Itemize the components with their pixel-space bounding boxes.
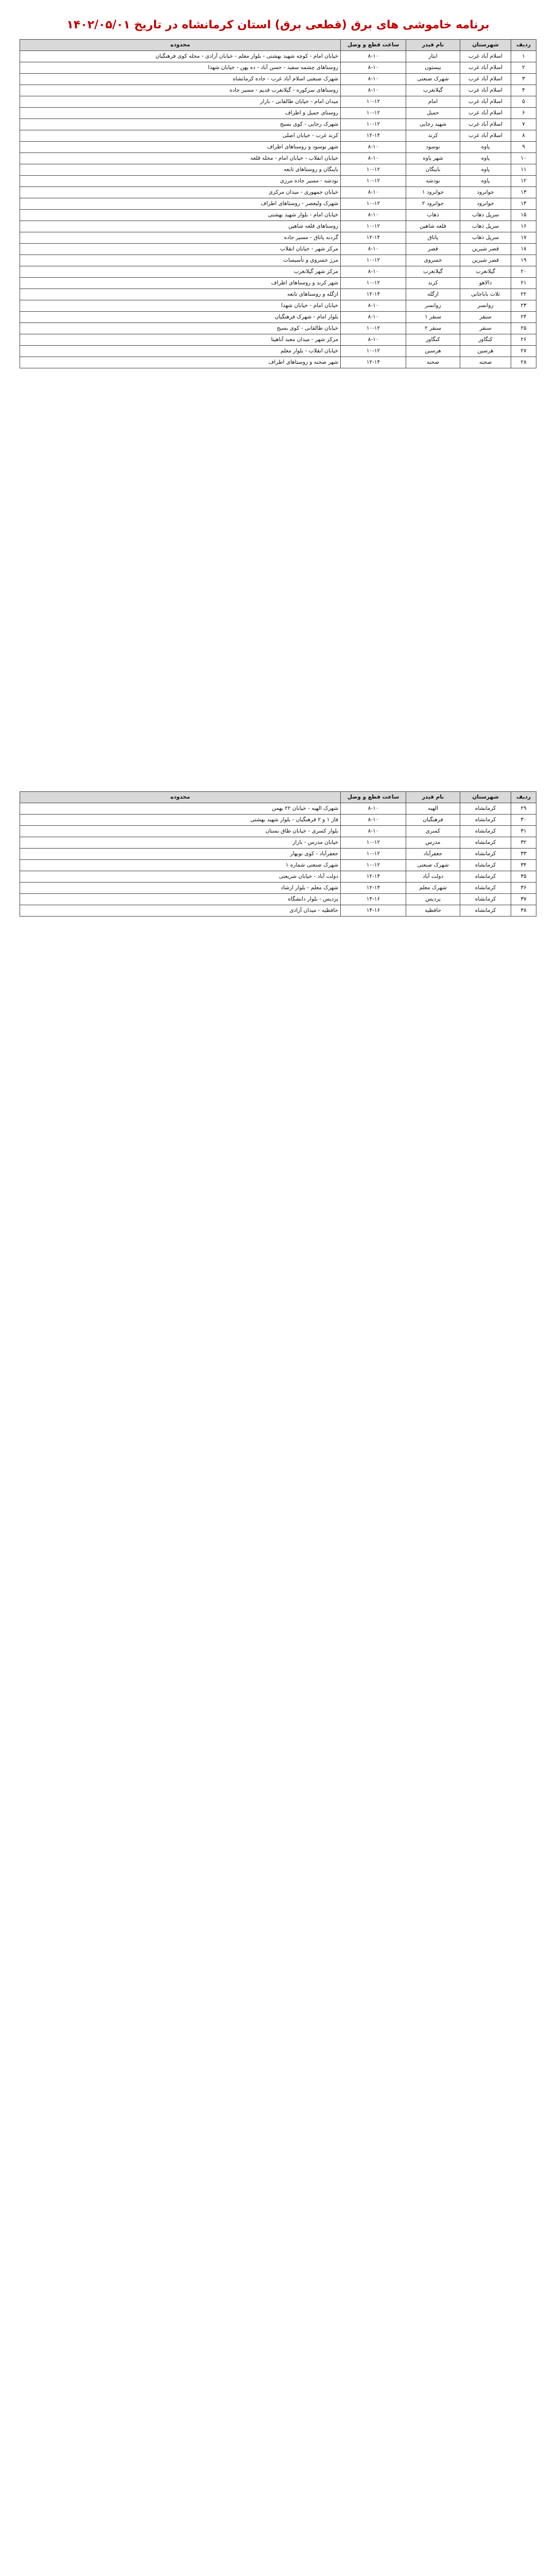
cell-city: کرمانشاه — [460, 826, 511, 837]
table-row — [20, 153, 536, 164]
cell-time-window: ۸-۱۰ — [341, 803, 406, 815]
cell-feeder: فرهنگیان — [406, 815, 460, 826]
cell-feeder: نوسود — [406, 142, 460, 153]
cell-time-window: ۱۰-۱۲ — [341, 323, 406, 334]
header-area: محدوده — [20, 792, 341, 803]
cell-feeder: ذهاب — [406, 210, 460, 221]
table-row — [20, 883, 536, 894]
cell-city: پاوه — [460, 142, 511, 153]
cell-row-number: ۱۴ — [511, 198, 536, 210]
table-row — [20, 300, 536, 312]
cell-row-number: ۳۴ — [511, 860, 536, 871]
cell-area: کرند غرب - خیابان اصلی — [20, 130, 341, 142]
cell-area: خیابان انقلاب - بلوار معلم — [20, 346, 341, 357]
cell-area: شهر نوسود و روستاهای اطراف — [20, 142, 341, 153]
cell-area: شهرک ولیعصر - روستاهای اطراف — [20, 198, 341, 210]
cell-row-number: ۲۴ — [511, 312, 536, 323]
table-row — [20, 187, 536, 198]
cell-city: کرمانشاه — [460, 894, 511, 905]
cell-time-window: ۸-۱۰ — [341, 312, 406, 323]
cell-time-window: ۸-۱۰ — [341, 826, 406, 837]
cell-feeder: شهر پاوه — [406, 153, 460, 164]
table-row — [20, 232, 536, 244]
cell-feeder: جوانرود ۲ — [406, 198, 460, 210]
table-row — [20, 860, 536, 871]
table-row — [20, 849, 536, 860]
cell-area: میدان امام - خیابان طالقانی - بازار — [20, 96, 341, 108]
schedule-table — [20, 791, 536, 917]
table-row — [20, 871, 536, 883]
cell-row-number: ۱۷ — [511, 232, 536, 244]
cell-feeder: کسری — [406, 826, 460, 837]
cell-time-window: ۸-۱۰ — [341, 300, 406, 312]
cell-feeder: شهرک صنعتی — [406, 74, 460, 85]
cell-row-number: ۱۳ — [511, 187, 536, 198]
cell-time-window: ۸-۱۰ — [341, 266, 406, 278]
cell-feeder: خسروی — [406, 255, 460, 266]
table-row — [20, 108, 536, 119]
cell-area: مرز خسروی و تأسیسات — [20, 255, 341, 266]
cell-time-window: ۱۲-۱۴ — [341, 357, 406, 368]
cell-feeder: ازگله — [406, 289, 460, 300]
table-row — [20, 357, 536, 368]
cell-area: مرکز شهر گیلانغرب — [20, 266, 341, 278]
cell-row-number: ۱۲ — [511, 176, 536, 187]
schedule-page-1 — [20, 39, 536, 368]
cell-feeder: باینگان — [406, 164, 460, 176]
cell-city: جوانرود — [460, 187, 511, 198]
cell-feeder: بیستون — [406, 62, 460, 74]
cell-area: خیابان مدرس - بازار — [20, 837, 341, 849]
table-row — [20, 119, 536, 130]
table-row — [20, 198, 536, 210]
table-row — [20, 130, 536, 142]
table-row — [20, 255, 536, 266]
cell-city: اسلام آباد غرب — [460, 130, 511, 142]
cell-city: گیلانغرب — [460, 266, 511, 278]
cell-time-window: ۱۰-۱۲ — [341, 346, 406, 357]
cell-time-window: ۸-۱۰ — [341, 74, 406, 85]
cell-row-number: ۱۶ — [511, 221, 536, 232]
cell-feeder: شهرک معلم — [406, 883, 460, 894]
cell-row-number: ۲۶ — [511, 334, 536, 346]
cell-row-number: ۲۰ — [511, 266, 536, 278]
cell-time-window: ۱۲-۱۴ — [341, 232, 406, 244]
header-row-number: ردیف — [511, 40, 536, 51]
cell-area: شهرک صنعتی شماره ۱ — [20, 860, 341, 871]
cell-row-number: ۷ — [511, 119, 536, 130]
cell-row-number: ۱۹ — [511, 255, 536, 266]
cell-time-window: ۸-۱۰ — [341, 210, 406, 221]
cell-area: روستای حمیل و اطراف — [20, 108, 341, 119]
cell-feeder: صحنه — [406, 357, 460, 368]
cell-area: باینگان و روستاهای تابعه — [20, 164, 341, 176]
cell-feeder: قصر — [406, 244, 460, 255]
cell-row-number: ۴ — [511, 85, 536, 96]
table-row — [20, 85, 536, 96]
cell-area: خیابان امام - بلوار شهید بهشتی — [20, 210, 341, 221]
cell-city: سرپل ذهاب — [460, 210, 511, 221]
cell-row-number: ۳۰ — [511, 815, 536, 826]
cell-city: کرمانشاه — [460, 905, 511, 917]
cell-time-window: ۸-۱۰ — [341, 153, 406, 164]
cell-city: روانسر — [460, 300, 511, 312]
cell-time-window: ۸-۱۰ — [341, 187, 406, 198]
cell-row-number: ۲۸ — [511, 357, 536, 368]
header-time: ساعت قطع و وصل — [341, 792, 406, 803]
cell-feeder: پاتاق — [406, 232, 460, 244]
cell-city: پاوه — [460, 176, 511, 187]
cell-row-number: ۲۱ — [511, 278, 536, 289]
cell-area: شهر صحنه و روستاهای اطراف — [20, 357, 341, 368]
cell-city: هرسین — [460, 346, 511, 357]
cell-area: دولت آباد - خیابان شریعتی — [20, 871, 341, 883]
cell-feeder: پردیس — [406, 894, 460, 905]
cell-city: اسلام آباد غرب — [460, 62, 511, 74]
cell-row-number: ۳۶ — [511, 883, 536, 894]
cell-time-window: ۱۰-۱۲ — [341, 198, 406, 210]
cell-row-number: ۳۵ — [511, 871, 536, 883]
cell-feeder: جعفرآباد — [406, 849, 460, 860]
cell-row-number: ۱۰ — [511, 153, 536, 164]
cell-feeder: شهید رجایی — [406, 119, 460, 130]
cell-area: جعفرآباد - کوی نوبهار — [20, 849, 341, 860]
cell-time-window: ۱۰-۱۲ — [341, 108, 406, 119]
cell-time-window: ۱۰-۱۲ — [341, 837, 406, 849]
cell-feeder: الهیه — [406, 803, 460, 815]
cell-time-window: ۱۲-۱۴ — [341, 871, 406, 883]
cell-city: پاوه — [460, 164, 511, 176]
cell-row-number: ۳۱ — [511, 826, 536, 837]
cell-row-number: ۸ — [511, 130, 536, 142]
cell-time-window: ۸-۱۰ — [341, 62, 406, 74]
cell-time-window: ۸-۱۰ — [341, 244, 406, 255]
header-city: شهرستان — [460, 792, 511, 803]
document-title: برنامه خاموشی های برق (قطعی برق) استان کرمانشاه در تاریخ ۱۴۰۲/۰۵/۰۱ — [66, 19, 490, 31]
cell-city: ثلاث باباجانی — [460, 289, 511, 300]
cell-city: کرمانشاه — [460, 871, 511, 883]
cell-city: دالاهو — [460, 278, 511, 289]
table-row — [20, 51, 536, 62]
cell-row-number: ۶ — [511, 108, 536, 119]
cell-area: روستاهای قلعه شاهین — [20, 221, 341, 232]
cell-area: شهرک الهیه - خیابان ۲۲ بهمن — [20, 803, 341, 815]
cell-time-window: ۱۰-۱۲ — [341, 176, 406, 187]
cell-city: سرپل ذهاب — [460, 232, 511, 244]
table-row — [20, 74, 536, 85]
table-row — [20, 894, 536, 905]
cell-row-number: ۱ — [511, 51, 536, 62]
cell-row-number: ۲۵ — [511, 323, 536, 334]
cell-row-number: ۹ — [511, 142, 536, 153]
cell-row-number: ۱۸ — [511, 244, 536, 255]
header-area: محدوده — [20, 40, 341, 51]
cell-area: روستاهای چشمه سفید - حسن آباد - ده پهن - خیابان شهدا — [20, 62, 341, 74]
table-row — [20, 312, 536, 323]
cell-feeder: کرند — [406, 278, 460, 289]
cell-row-number: ۲۲ — [511, 289, 536, 300]
cell-city: کنگاور — [460, 334, 511, 346]
table-header-row — [20, 792, 536, 803]
cell-feeder: جوانرود ۱ — [406, 187, 460, 198]
cell-area: شهرک صنعتی اسلام آباد غرب - جاده کرمانشاه — [20, 74, 341, 85]
cell-row-number: ۲ — [511, 62, 536, 74]
cell-area: شهرک رجایی - کوی بسیج — [20, 119, 341, 130]
cell-city: کرمانشاه — [460, 860, 511, 871]
cell-city: اسلام آباد غرب — [460, 51, 511, 62]
cell-city: کرمانشاه — [460, 803, 511, 815]
table-row — [20, 244, 536, 255]
table-row — [20, 278, 536, 289]
cell-row-number: ۳۳ — [511, 849, 536, 860]
cell-row-number: ۲۷ — [511, 346, 536, 357]
cell-row-number: ۲۳ — [511, 300, 536, 312]
cell-city: سرپل ذهاب — [460, 221, 511, 232]
cell-city: اسلام آباد غرب — [460, 74, 511, 85]
table-row — [20, 815, 536, 826]
cell-feeder: هرسین — [406, 346, 460, 357]
table-row — [20, 266, 536, 278]
cell-time-window: ۱۰-۱۲ — [341, 164, 406, 176]
cell-feeder: قلعه شاهین — [406, 221, 460, 232]
cell-area: خیابان امام - خیابان شهدا — [20, 300, 341, 312]
cell-feeder: کنگاور — [406, 334, 460, 346]
cell-feeder: گیلانغرب — [406, 266, 460, 278]
cell-feeder: سنقر ۲ — [406, 323, 460, 334]
cell-area: خیابان جمهوری - میدان مرکزی — [20, 187, 341, 198]
header-feeder: نام فیدر — [406, 40, 460, 51]
cell-row-number: ۲۹ — [511, 803, 536, 815]
table-row — [20, 142, 536, 153]
cell-time-window: ۱۰-۱۲ — [341, 849, 406, 860]
cell-city: صحنه — [460, 357, 511, 368]
cell-row-number: ۵ — [511, 96, 536, 108]
cell-area: حافظیه - میدان آزادی — [20, 905, 341, 917]
table-row — [20, 62, 536, 74]
cell-area: خیابان امام - کوچه شهید بهشتی - بلوار معلم - خیابان آزادی - محله کوی فرهنگیان — [20, 51, 341, 62]
cell-area: خیابان انقلاب - خیابان امام - محله قلعه — [20, 153, 341, 164]
cell-area: بلوار کسری - خیابان طاق بستان — [20, 826, 341, 837]
cell-time-window: ۱۲-۱۴ — [341, 130, 406, 142]
cell-city: قصر شیرین — [460, 244, 511, 255]
cell-area: نودشه - مسیر جاده مرزی — [20, 176, 341, 187]
cell-city: سنقر — [460, 323, 511, 334]
cell-city: قصر شیرین — [460, 255, 511, 266]
cell-city: سنقر — [460, 312, 511, 323]
cell-city: اسلام آباد غرب — [460, 108, 511, 119]
table-row — [20, 221, 536, 232]
cell-area: مرکز شهر - خیابان انقلاب — [20, 244, 341, 255]
cell-time-window: ۸-۱۰ — [341, 85, 406, 96]
table-row — [20, 905, 536, 917]
cell-city: کرمانشاه — [460, 837, 511, 849]
cell-area: خیابان طالقانی - کوی بسیج — [20, 323, 341, 334]
cell-feeder: سنقر ۱ — [406, 312, 460, 323]
cell-time-window: ۱۰-۱۲ — [341, 255, 406, 266]
table-row — [20, 837, 536, 849]
cell-time-window: ۱۲-۱۴ — [341, 883, 406, 894]
cell-row-number: ۳۲ — [511, 837, 536, 849]
cell-feeder: شهرک صنعتی — [406, 860, 460, 871]
cell-area: گردنه پاتاق - مسیر جاده — [20, 232, 341, 244]
cell-city: اسلام آباد غرب — [460, 119, 511, 130]
table-row — [20, 96, 536, 108]
table-header-row — [20, 40, 536, 51]
cell-feeder: کرند — [406, 130, 460, 142]
schedule-table — [20, 39, 536, 368]
table-row — [20, 334, 536, 346]
cell-area: ازگله و روستاهای تابعه — [20, 289, 341, 300]
cell-time-window: ۱۲-۱۴ — [341, 289, 406, 300]
cell-city: جوانرود — [460, 198, 511, 210]
cell-area: بلوار امام - شهرک فرهنگیان — [20, 312, 341, 323]
cell-time-window: ۸-۱۰ — [341, 142, 406, 153]
table-row — [20, 346, 536, 357]
cell-feeder: گیلانغرب — [406, 85, 460, 96]
cell-time-window: ۱۰-۱۲ — [341, 221, 406, 232]
cell-time-window: ۱۰-۱۲ — [341, 860, 406, 871]
table-row — [20, 803, 536, 815]
cell-feeder: ایثار — [406, 51, 460, 62]
cell-city: کرمانشاه — [460, 849, 511, 860]
table-row — [20, 210, 536, 221]
header-time: ساعت قطع و وصل — [341, 40, 406, 51]
cell-area: شهر کرند و روستاهای اطراف — [20, 278, 341, 289]
schedule-page-2 — [20, 791, 536, 917]
header-row-number: ردیف — [511, 792, 536, 803]
cell-feeder: حمیل — [406, 108, 460, 119]
table-row — [20, 289, 536, 300]
cell-area: فاز ۱ و ۲ فرهنگیان - بلوار شهید بهشتی — [20, 815, 341, 826]
table-row — [20, 164, 536, 176]
cell-city: اسلام آباد غرب — [460, 85, 511, 96]
table-row — [20, 176, 536, 187]
cell-feeder: دولت آباد — [406, 871, 460, 883]
cell-time-window: ۱۴-۱۶ — [341, 894, 406, 905]
cell-feeder: روانسر — [406, 300, 460, 312]
cell-city: کرمانشاه — [460, 815, 511, 826]
cell-time-window: ۸-۱۰ — [341, 815, 406, 826]
table-row — [20, 826, 536, 837]
cell-area: پردیس - بلوار دانشگاه — [20, 894, 341, 905]
cell-row-number: ۳ — [511, 74, 536, 85]
cell-time-window: ۱۰-۱۲ — [341, 278, 406, 289]
cell-row-number: ۳۸ — [511, 905, 536, 917]
cell-time-window: ۸-۱۰ — [341, 51, 406, 62]
header-city: شهرستان — [460, 40, 511, 51]
cell-row-number: ۳۷ — [511, 894, 536, 905]
table-row — [20, 323, 536, 334]
cell-time-window: ۸-۱۰ — [341, 334, 406, 346]
cell-row-number: ۱۱ — [511, 164, 536, 176]
cell-feeder: حافظیه — [406, 905, 460, 917]
cell-city: پاوه — [460, 153, 511, 164]
header-feeder: نام فیدر — [406, 792, 460, 803]
cell-area: روستاهای سرکوره - گیلانغرب قدیم - مسیر جاده — [20, 85, 341, 96]
cell-feeder: نودشه — [406, 176, 460, 187]
cell-time-window: ۱۴-۱۶ — [341, 905, 406, 917]
cell-city: کرمانشاه — [460, 883, 511, 894]
cell-row-number: ۱۵ — [511, 210, 536, 221]
cell-feeder: امام — [406, 96, 460, 108]
cell-time-window: ۱۰-۱۲ — [341, 119, 406, 130]
cell-area: شهرک معلم - بلوار ارشاد — [20, 883, 341, 894]
cell-area: مرکز شهر - میدان معبد آناهیتا — [20, 334, 341, 346]
cell-city: اسلام آباد غرب — [460, 96, 511, 108]
cell-feeder: مدرس — [406, 837, 460, 849]
cell-time-window: ۱۰-۱۲ — [341, 96, 406, 108]
